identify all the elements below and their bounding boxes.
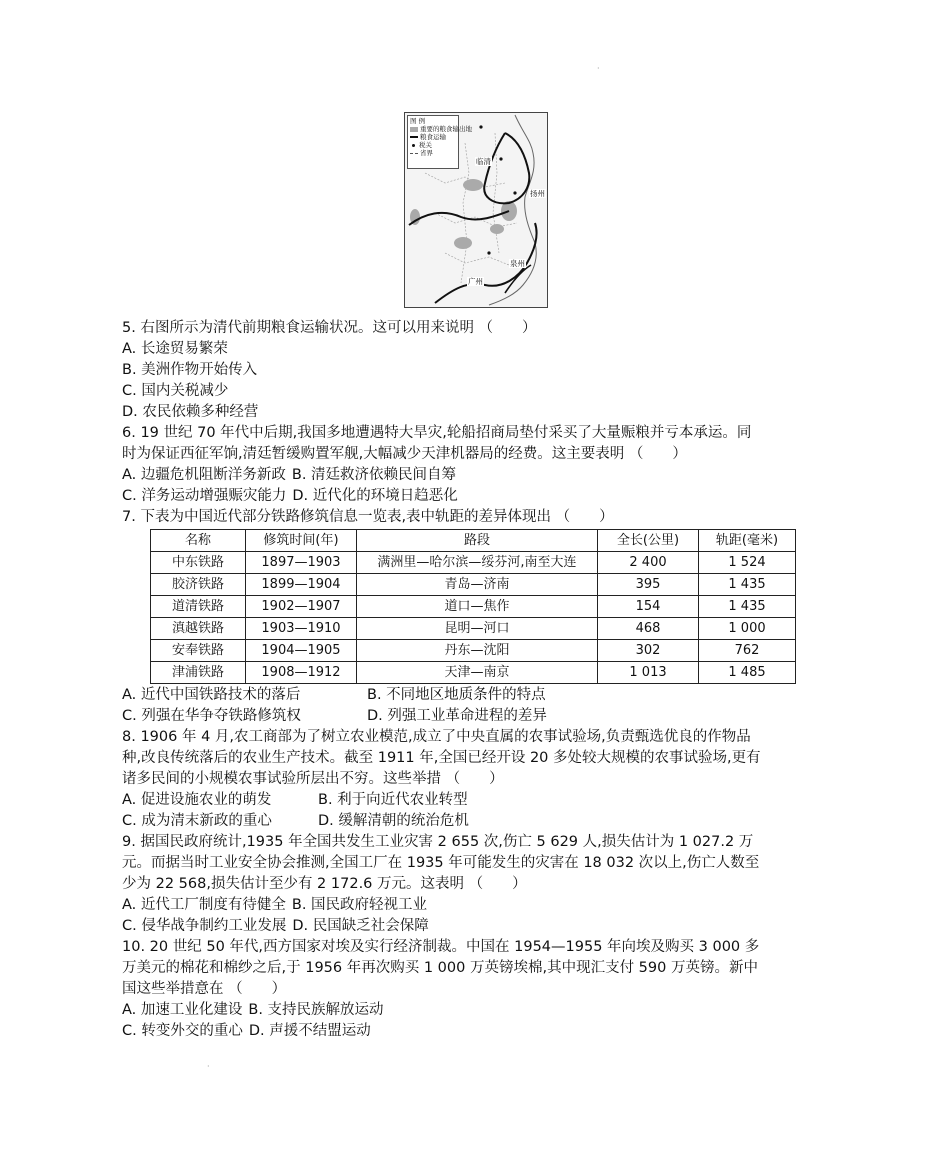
option-a: A. 边疆危机阻断洋务新政 [122, 467, 286, 483]
table-cell: 468 [598, 618, 699, 640]
table-row [151, 662, 796, 684]
legend-row-grain-route: 粮食运输 [410, 133, 456, 141]
legend-title: 图 例 [410, 117, 426, 125]
table-cell: 安奉铁路 [151, 640, 246, 662]
question-list [122, 318, 832, 1042]
option-d: D. 近代化的环境日趋恶化 [292, 488, 458, 504]
question-stem: 诸多民间的小规模农事试验所层出不穷。这些举措 （ ） [122, 771, 504, 787]
option-row [122, 465, 832, 486]
page-mark-top: · [597, 64, 600, 73]
option-row [122, 811, 832, 832]
question-stem: 元。而据当时工业安全协会推测,全国工厂在 1935 年可能发生的灾害在 18 032 次以上,伤亡人数至 [122, 855, 760, 871]
table-row [151, 618, 796, 640]
table-row [151, 596, 796, 618]
table-cell: 滇越铁路 [151, 618, 246, 640]
legend-row-grain-area: 重要的粮食输出地 [410, 125, 456, 133]
table-cell: 1 524 [699, 552, 796, 574]
question-stem: 9. 据国民政府统计,1935 年全国共发生工业灾害 2 655 次,伤亡 5 629 人,损失估计为 1 027.2 万 [122, 834, 754, 850]
question-stem: 国这些举措意在 （ ） [122, 981, 287, 997]
option-row [122, 1000, 832, 1021]
question-10 [122, 937, 832, 1042]
province-border-icon [410, 153, 418, 154]
table-cell: 天津—南京 [357, 662, 598, 684]
table-cell: 1897—1903 [246, 552, 357, 574]
table-cell: 丹东—沈阳 [357, 640, 598, 662]
table-cell: 302 [598, 640, 699, 662]
option-a: A. 加速工业化建设 [122, 1002, 243, 1018]
table-cell: 中东铁路 [151, 552, 246, 574]
option-d: D. 列强工业革命进程的差异 [367, 708, 547, 724]
table-cell: 1 013 [598, 662, 699, 684]
table-cell: 1908—1912 [246, 662, 357, 684]
option-row [122, 486, 832, 507]
grain-transport-map [404, 112, 548, 308]
question-stem: 5. 右图所示为清代前期粮食运输状况。这可以用来说明 （ ） [122, 320, 537, 336]
question-8 [122, 727, 832, 832]
option-b: B. 利于向近代农业转型 [318, 792, 468, 808]
table-cell: 1899—1904 [246, 574, 357, 596]
option-c: C. 国内关税减少 [122, 383, 229, 399]
option-c: C. 侵华战争制约工业发展 [122, 918, 287, 934]
page-mark-bottom: · [207, 1062, 210, 1071]
option-a: A. 近代工厂制度有待健全 [122, 897, 286, 913]
option-row [122, 1021, 832, 1042]
customs-dot-1 [479, 125, 482, 128]
question-stem: 6. 19 世纪 70 年代中后期,我国多地遭遇特大旱灾,轮船招商局垫付采买了大量赈粮并亏本承运。同 [122, 425, 752, 441]
table-cell: 1 485 [699, 662, 796, 684]
railway-table [150, 529, 796, 684]
table-row [151, 552, 796, 574]
city-quanzhou: 泉州 [510, 259, 525, 268]
grain-route-arrow-icon [410, 136, 418, 138]
city-guangzhou: 广州 [468, 277, 483, 286]
question-stem: 10. 20 世纪 50 年代,西方国家对埃及实行经济制裁。中国在 1954—1955 年向埃及购买 3 000 多 [122, 939, 760, 955]
column-header: 名称 [151, 530, 246, 552]
option-row [122, 895, 832, 916]
customs-dot-2 [499, 157, 502, 160]
option-a: A. 促进设施农业的萌发 [122, 792, 272, 808]
question-stem: 7. 下表为中国近代部分铁路修筑信息一览表,表中轨距的差异体现出 （ ） [122, 509, 614, 525]
option-b: B. 支持民族解放运动 [248, 1002, 384, 1018]
table-cell: 胶济铁路 [151, 574, 246, 596]
option-row [122, 916, 832, 937]
question-stem: 种,改良传统落后的农业生产技术。截至 1911 年,全国已经开设 20 多处较大规模的农事试验场,更有 [122, 750, 761, 766]
column-header: 轨距(毫米) [699, 530, 796, 552]
option-c: C. 洋务运动增强赈灾能力 [122, 488, 287, 504]
table-cell: 津浦铁路 [151, 662, 246, 684]
column-header: 修筑时间(年) [246, 530, 357, 552]
customs-dot-4 [487, 251, 490, 254]
option-d: D. 声援不结盟运动 [248, 1023, 371, 1039]
table-cell: 1902—1907 [246, 596, 357, 618]
question-stem: 少为 22 568,损失估计至少有 2 172.6 万元。这表明 （ ） [122, 876, 527, 892]
legend-row-customs: 税关 [410, 141, 456, 149]
legend-row-border: 省界 [410, 149, 456, 157]
option-b: B. 国民政府轻视工业 [291, 897, 428, 913]
table-cell: 满洲里—哈尔滨—绥芬河,南至大连 [357, 552, 598, 574]
table-cell: 1 435 [699, 596, 796, 618]
table-cell: 1 000 [699, 618, 796, 640]
table-cell: 2 400 [598, 552, 699, 574]
table-cell: 1903—1910 [246, 618, 357, 640]
option-a: A. 长途贸易繁荣 [122, 341, 228, 357]
table-cell: 1 435 [699, 574, 796, 596]
grain-area-3 [490, 224, 504, 234]
table-cell: 道清铁路 [151, 596, 246, 618]
customs-dot-3 [513, 191, 516, 194]
question-9 [122, 832, 832, 937]
option-d: D. 民国缺乏社会保障 [292, 918, 429, 934]
option-b: B. 不同地区地质条件的特点 [367, 687, 546, 703]
option-row [122, 706, 832, 727]
option-row [122, 685, 832, 706]
table-cell: 762 [699, 640, 796, 662]
city-linqing: 临清 [476, 157, 491, 166]
table-cell: 青岛—济南 [357, 574, 598, 596]
grain-route-1 [484, 133, 529, 203]
table-cell: 154 [598, 596, 699, 618]
option-c: C. 成为清末新政的重心 [122, 813, 272, 829]
table-cell: 395 [598, 574, 699, 596]
table-header-row [151, 530, 796, 552]
option-d: D. 农民依赖多种经营 [122, 404, 259, 420]
column-header: 全长(公里) [598, 530, 699, 552]
city-yangzhou: 扬州 [530, 189, 545, 198]
customs-dot-icon [412, 144, 415, 147]
option-c: C. 转变外交的重心 [122, 1023, 243, 1039]
option-a: A. 近代中国铁路技术的落后 [122, 687, 301, 703]
table-cell: 昆明—河口 [357, 618, 598, 640]
question-7 [122, 507, 832, 727]
grain-area-swatch-icon [410, 127, 418, 132]
question-stem: 万美元的棉花和棉纱之后,于 1956 年再次购买 1 000 万英镑埃棉,其中现汇支付 590 万英镑。新中 [122, 960, 758, 976]
table-cell: 1904—1905 [246, 640, 357, 662]
option-b: B. 清廷救济依赖民间自筹 [291, 467, 457, 483]
table-cell: 道口—焦作 [357, 596, 598, 618]
option-b: B. 美洲作物开始传入 [122, 362, 258, 378]
grain-area-4 [454, 237, 472, 249]
option-c: C. 列强在华争夺铁路修筑权 [122, 708, 301, 724]
table-row [151, 574, 796, 596]
question-stem: 时为保证西征军饷,清廷暂缓购置军舰,大幅减少天津机器局的经费。这主要表明 （ ） [122, 446, 687, 462]
option-d: D. 缓解清朝的统治危机 [318, 813, 469, 829]
question-6 [122, 423, 832, 507]
table-row [151, 640, 796, 662]
question-stem: 8. 1906 年 4 月,农工商部为了树立农业模范,成立了中央直属的农事试验场,负责甄选优良的作物品 [122, 729, 751, 745]
column-header: 路段 [357, 530, 598, 552]
option-row [122, 790, 832, 811]
map-legend [407, 115, 472, 169]
grain-area-1 [463, 179, 483, 191]
question-5 [122, 318, 832, 423]
